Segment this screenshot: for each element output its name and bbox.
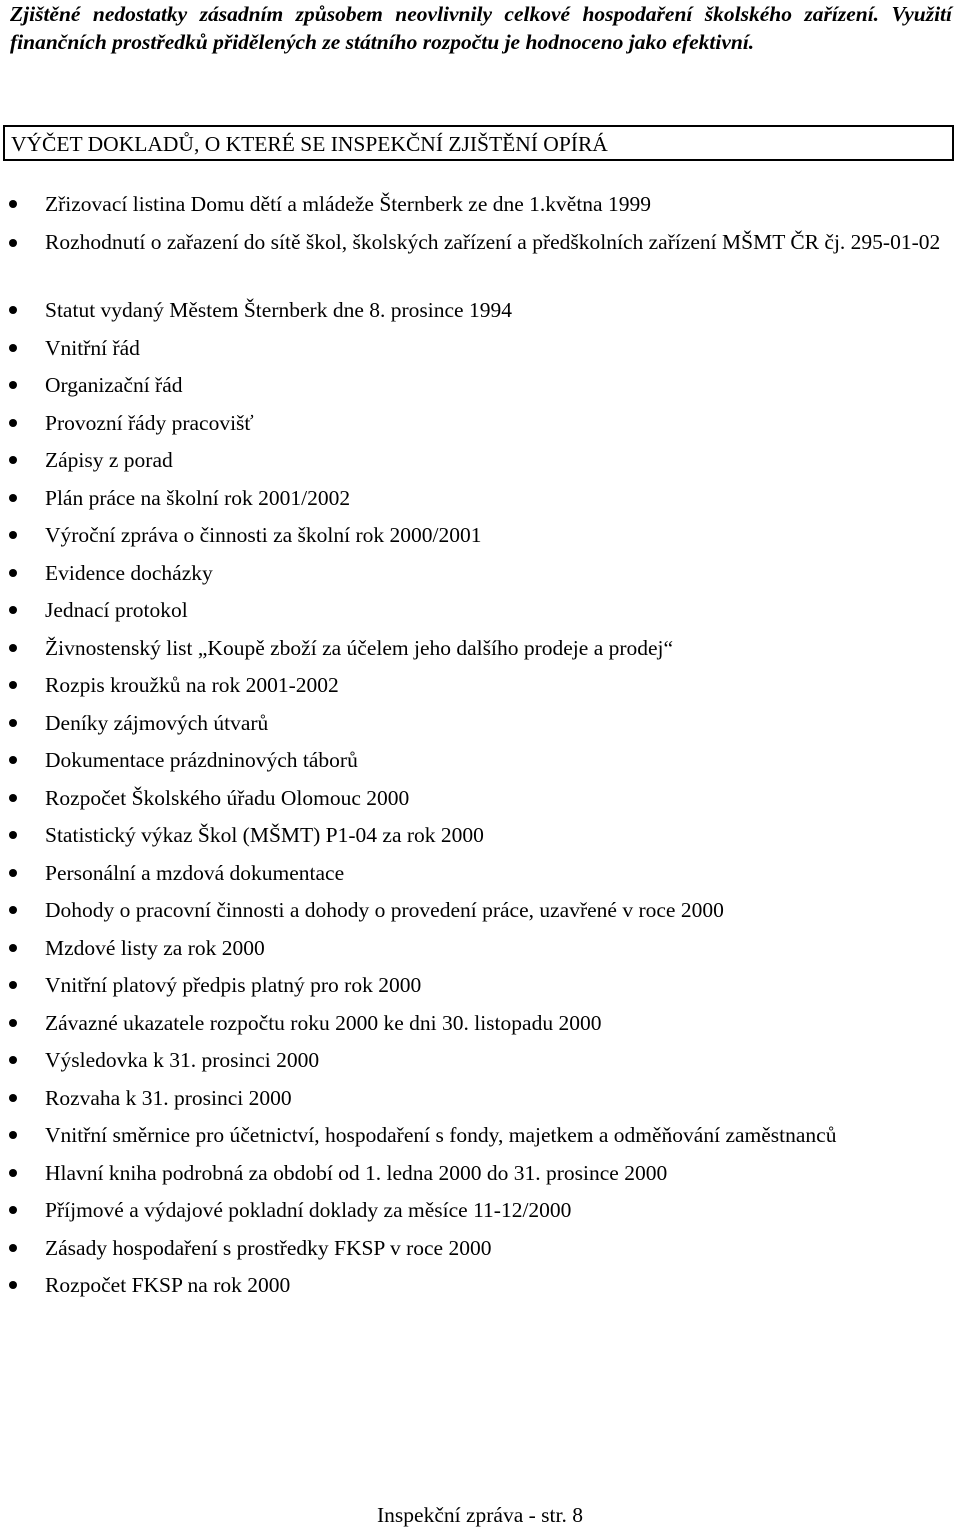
bullet-icon [9,1281,17,1289]
bullet-icon [9,981,17,989]
bullet-icon [9,906,17,914]
document-list-item-text: Vnitřní řád [45,336,140,360]
document-list-item-text: Evidence docházky [45,561,213,585]
bullet-icon [9,456,17,464]
document-list-item-text: Plán práce na školní rok 2001/2002 [45,486,351,510]
document-list-item-text: Zápisy z porad [45,448,173,472]
bullet-icon [9,869,17,877]
bullet-icon [9,1244,17,1252]
bullet-icon [9,1019,17,1027]
bullet-icon [9,1056,17,1064]
document-list-item-text: Vnitřní směrnice pro účetnictví, hospodaření s fondy, majetkem a odměňování zaměstnanců [45,1123,837,1147]
document-list-item-text: Dohody o pracovní činnosti a dohody o provedení práce, uzavřené v roce 2000 [45,898,724,922]
bullet-icon [9,1206,17,1214]
document-list-item-text: Živnostenský list „Koupě zboží za účelem jeho dalšího prodeje a prodej“ [45,636,674,660]
document-list-item-text: Rozpočet FKSP na rok 2000 [45,1273,291,1297]
document-list-item-text: Zřizovací listina Domu dětí a mládeže Šternberk ze dne 1.května 1999 [45,192,651,216]
document-list-item-text: Rozpočet Školského úřadu Olomouc 2000 [45,786,410,810]
bullet-icon [9,794,17,802]
bullet-icon [9,569,17,577]
document-list-item-text: Mzdové listy za rok 2000 [45,936,265,960]
document-list-item-text: Organizační řád [45,373,183,397]
document-list-item-text: Rozpis kroužků na rok 2001-2002 [45,673,339,697]
bullet-icon [9,644,17,652]
document-list-item-text: Výroční zpráva o činnosti za školní rok 2000/2001 [45,523,482,547]
document-list-item-text: Personální a mzdová dokumentace [45,861,345,885]
section-heading-box [3,125,954,161]
document-list-item-text: Jednací protokol [45,598,188,622]
bullet-icon [9,831,17,839]
bullet-icon [9,756,17,764]
bullet-icon [9,1169,17,1177]
document-list-item-text: Závazné ukazatele rozpočtu roku 2000 ke dni 30. listopadu 2000 [45,1011,602,1035]
bullet-icon [9,419,17,427]
document-list-item-text: Deníky zájmových útvarů [45,711,269,735]
document-list-item-text: Rozhodnutí o zařazení do sítě škol, školských zařízení a předškolních zařízení MŠMT ČR čj. 295-01-02 [45,230,941,254]
bullet-icon [9,381,17,389]
section-heading: VÝČET DOKLADŮ, O KTERÉ SE INSPEKČNÍ ZJIŠTĚNÍ OPÍRÁ [11,132,608,156]
bullet-icon [9,494,17,502]
conclusion-paragraph: Zjištěné nedostatky zásadním způsobem neovlivnily celkové hospodaření školského zařízení. Využití finančních prostředků přidělených ze státního rozpočtu je hodnoceno jako efektivní. [10,2,952,54]
bullet-icon [9,681,17,689]
document-list-item-text: Statut vydaný Městem Šternberk dne 8. prosince 1994 [45,298,512,322]
document-list-item-text: Příjmové a výdajové pokladní doklady za měsíce 11-12/2000 [45,1198,572,1222]
bullet-icon [9,1131,17,1139]
document-list-item-text: Provozní řády pracovišť [45,411,254,435]
document-list-item-text: Zásady hospodaření s prostředky FKSP v roce 2000 [45,1236,492,1260]
bullet-icon [9,239,17,247]
footer-text: Inspekční zpráva - str. 8 [377,1503,583,1527]
bullet-icon [9,344,17,352]
document-list-item-text: Rozvaha k 31. prosinci 2000 [45,1086,292,1110]
bullet-icon [9,531,17,539]
bullet-icon [9,200,17,208]
document-list-item-text: Statistický výkaz Škol (MŠMT) P1-04 za rok 2000 [45,823,484,847]
bullet-icon [9,1094,17,1102]
page-footer [0,1500,960,1530]
document-list-item-text: Výsledovka k 31. prosinci 2000 [45,1048,320,1072]
bullet-icon [9,944,17,952]
document-list-item-text: Dokumentace prázdninových táborů [45,748,358,772]
document-list-item-text: Hlavní kniha podrobná za období od 1. ledna 2000 do 31. prosince 2000 [45,1161,668,1185]
bullet-icon [9,306,17,314]
bullet-icon [9,606,17,614]
bullet-icon [9,719,17,727]
document-list-item-text: Vnitřní platový předpis platný pro rok 2000 [45,973,422,997]
